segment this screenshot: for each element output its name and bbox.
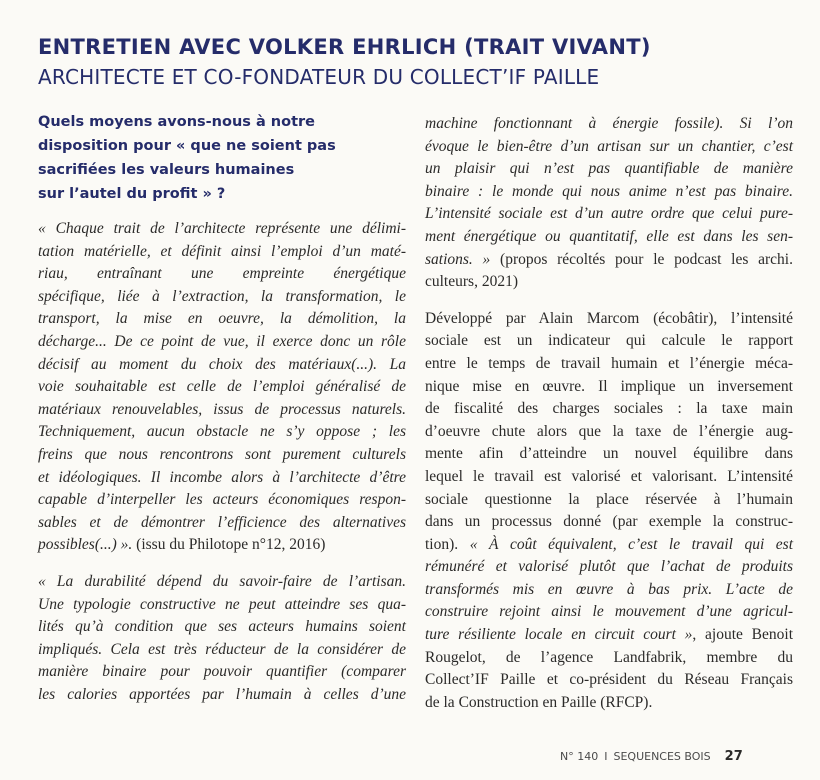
text-line: Développé par Alain Marcom (écobâtir), l’intensité	[425, 309, 793, 327]
text-line	[425, 249, 793, 272]
text-line: un plaisir qui n’est pas quantifiable de manière	[425, 160, 793, 178]
text-line: culteurs, 2021)	[425, 273, 518, 291]
text-line: machine fonctionnant à énergie fossile). Si l’on	[425, 115, 793, 132]
quote-durability	[38, 571, 406, 707]
title-line-1: ENTRETIEN AVEC VOLKER EHRLICH (TRAIT VIVANT)	[38, 35, 651, 59]
quote-run: « À coût équivalent, c’est le travail qui est	[469, 535, 794, 553]
footer-separator: I	[604, 750, 608, 763]
text-line: L’intensité sociale est d’un autre ordre que celui pure-	[425, 205, 793, 223]
text-line: voie souhaitable est celle de l’emploi généralisé de	[38, 378, 406, 396]
text-line: spécifique, liée à l’extraction, la transformation, le	[38, 287, 406, 305]
quote-run: ture résiliente locale en circuit court »	[425, 626, 693, 644]
text-line: capable d’interpeller les acteurs économiques respon-	[38, 491, 406, 509]
text-line: construire rejoint ainsi le mouvement d’une agricul-	[425, 603, 793, 621]
question-line: disposition pour « que ne soient pas	[38, 138, 336, 154]
text-line: décisif au moment du choix des matériaux(...). La	[38, 355, 406, 373]
text-line: dans un processus donné (par exemple la construc-	[425, 513, 793, 531]
source-citation: (issu du Philotope n°12, 2016)	[132, 536, 326, 554]
text-line: sables et de démontrer l’efficience des alternatives	[38, 513, 406, 531]
social-intensity-paragraph	[425, 308, 793, 715]
source-citation: (propos récoltés pour le podcast les archi.	[490, 250, 793, 268]
quote-end: sations. »	[425, 250, 491, 268]
text-line: riau, entraînant une empreinte énergétique	[38, 265, 406, 283]
text-line: nique mise en œuvre. Il implique un inversement	[425, 377, 793, 395]
text-line: de la Construction en Paille (RFCP).	[425, 693, 653, 711]
text-line: transformés mis en œuvre à bas prix. L’acte de	[425, 580, 793, 598]
text-line: manière binaire pour pouvoir quantifier (comparer	[38, 663, 406, 681]
text-line	[425, 624, 793, 647]
quote-philotope	[38, 218, 406, 557]
text-line: les calories apportées par l’humain à celles d’une	[38, 685, 406, 703]
page-footer	[560, 749, 800, 764]
text-line: « Chaque trait de l’architecte représente une délimi-	[38, 220, 406, 237]
text-line	[425, 534, 793, 557]
text-line: décharge... De ce point de vue, il exerce donc un rôle	[38, 332, 406, 350]
issue-number: N° 140	[560, 750, 599, 763]
text-run: , ajoute Benoit	[692, 626, 793, 644]
text-line: freins que nous rencontrons sont purement culturels	[38, 445, 406, 463]
page-number: 27	[724, 749, 743, 764]
question-line: sur l’autel du profit » ?	[38, 186, 226, 202]
text-line: Techniquement, aucun obstacle ne s’y oppose ; les	[38, 423, 406, 441]
text-line: rémunéré et valorisé plutôt que l’achat de produits	[425, 558, 793, 576]
interview-question	[38, 110, 406, 206]
question-line: sacrifiées les valeurs humaines	[38, 162, 295, 178]
quote-continuation	[425, 113, 793, 294]
text-run: tion).	[425, 535, 470, 553]
text-line: lités qu’à condition que ses acteurs humains soient	[38, 618, 406, 636]
text-line: transport, la mise en oeuvre, la démolition, la	[38, 310, 406, 328]
text-line: ment énergétique ou quantitatif, elle est dans les sen-	[425, 227, 793, 245]
text-line: évoque le bien-être d’un artisan sur un chantier, c’est	[425, 137, 793, 155]
question-line: Quels moyens avons-nous à notre	[38, 114, 315, 130]
left-column	[38, 110, 406, 706]
text-line: binaire : le monde qui nous anime n’est pas binaire.	[425, 182, 793, 200]
text-line: Collect’IF Paille et co-président du Réseau Français	[425, 671, 793, 689]
article-title	[38, 32, 798, 92]
text-line: matériaux renouvelables, issus de processus naturels.	[38, 400, 406, 418]
text-line: lequel le travail est valorisé et valorisant. L’intensité	[425, 467, 793, 485]
title-line-2: ARCHITECTE ET CO-FONDATEUR DU COLLECT’IF PAILLE	[38, 65, 600, 89]
text-line: Rougelot, de l’agence Landfabrik, membre du	[425, 648, 793, 666]
text-line: entre le temps de travail humain et l’énergie méca-	[425, 354, 793, 372]
magazine-name: SEQUENCES BOIS	[613, 750, 711, 763]
text-line: tation matérielle, et définit ainsi l’emploi d’un maté-	[38, 242, 406, 260]
right-column	[425, 113, 793, 714]
text-line: de fiscalité des charges sociales : la taxe main	[425, 400, 793, 418]
text-line: mente afin d’atteindre un nouvel équilibre dans	[425, 445, 793, 463]
text-line: sociale est un indicateur qui calcule le rapport	[425, 332, 793, 350]
text-line: sociale questionne la place réservée à l’humain	[425, 490, 793, 508]
text-line: et idéologiques. Il incombe alors à l’architecte d’être	[38, 468, 406, 486]
text-line	[38, 534, 406, 557]
text-line: impliqués. Cela est très réducteur de la considérer de	[38, 640, 406, 658]
text-line: d’oeuvre chute alors que la taxe de l’énergie aug-	[425, 422, 793, 440]
text-line: « La durabilité dépend du savoir-faire de l’artisan.	[38, 572, 406, 590]
text-line: Une typologie constructive ne peut atteindre ses qua-	[38, 595, 406, 613]
quote-end: possibles(...) ».	[38, 536, 133, 554]
